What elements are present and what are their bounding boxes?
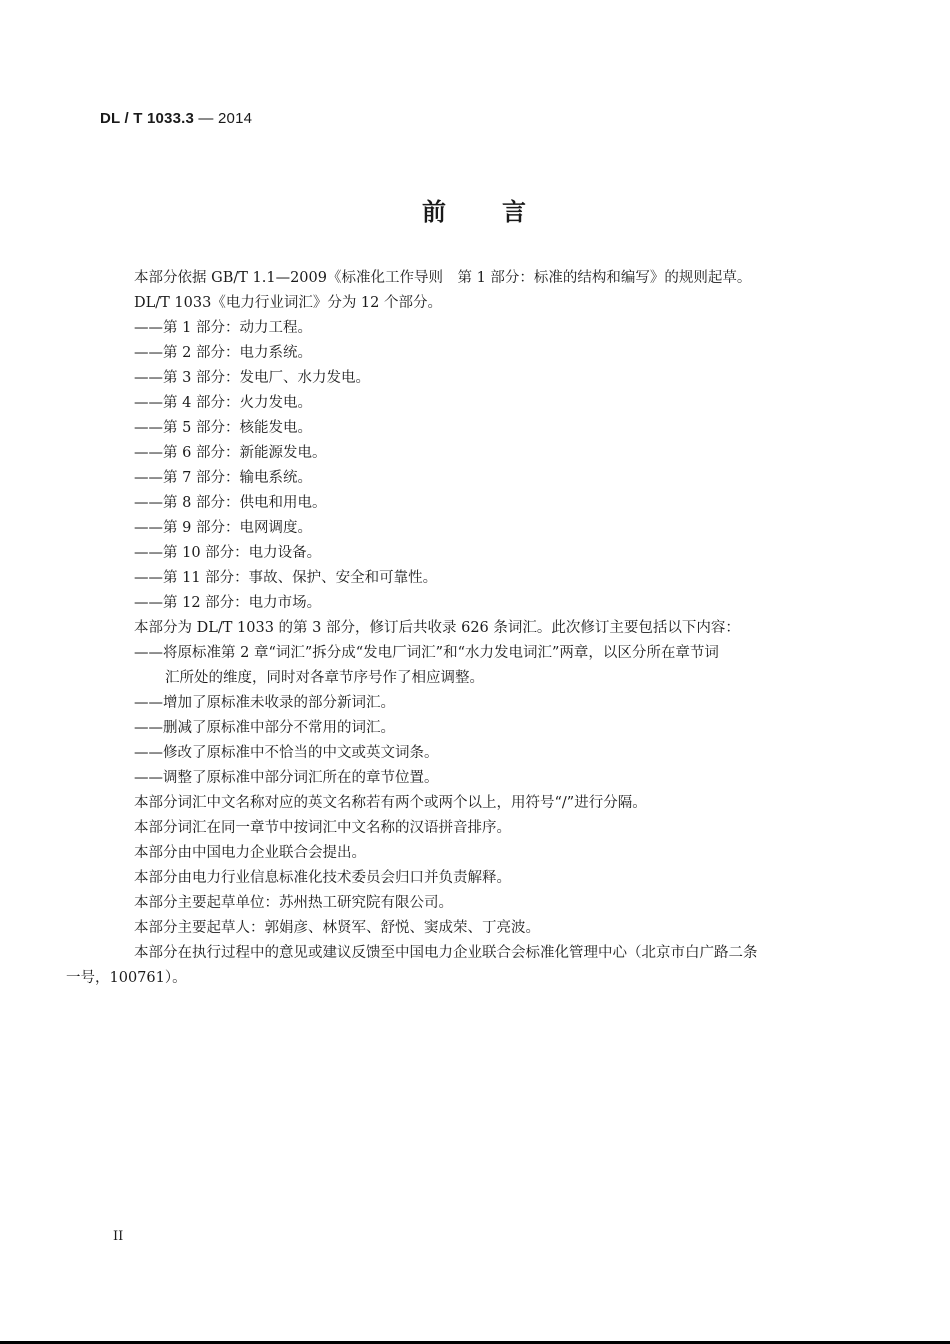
list-item-part-6: ——第 6 部分：新能源发电。 bbox=[134, 445, 327, 461]
paragraph-drafting-basis: 本部分依据 GB/T 1.1—2009《标准化工作导则 第 1 部分：标准的结构和编写》的规则起草。 bbox=[134, 270, 752, 286]
standard-code-header bbox=[100, 110, 252, 127]
list-item-part-7: ——第 7 部分：输电系统。 bbox=[134, 470, 312, 486]
paragraph-revision-summary: 本部分为 DL/T 1033 的第 3 部分，修订后共收录 626 条词汇。此次修订主要包括以下内容： bbox=[134, 620, 740, 636]
list-item-part-8: ——第 8 部分：供电和用电。 bbox=[134, 495, 327, 511]
change-1-line-2: 汇所处的维度，同时对各章节序号作了相应调整。 bbox=[165, 670, 484, 686]
list-item-change-5: ——调整了原标准中部分词汇所在的章节位置。 bbox=[134, 770, 439, 786]
list-item-change-3: ——删减了原标准中部分不常用的词汇。 bbox=[134, 720, 395, 736]
paragraph-sorting: 本部分词汇在同一章节中按词汇中文名称的汉语拼音排序。 bbox=[134, 820, 511, 836]
list-item-change-1 bbox=[100, 641, 860, 691]
list-item-part-11: ——第 11 部分：事故、保护、安全和可靠性。 bbox=[134, 570, 438, 586]
list-item-part-1: ——第 1 部分：动力工程。 bbox=[134, 320, 312, 336]
standard-year: — 2014 bbox=[194, 110, 253, 127]
paragraph-english-names: 本部分词汇中文名称对应的英文名称若有两个或两个以上，用符号“/”进行分隔。 bbox=[134, 795, 647, 811]
standard-code: DL / T 1033.3 bbox=[100, 110, 195, 127]
feedback-line-2: 一号，100761）。 bbox=[66, 970, 187, 986]
paragraph-drafting-unit: 本部分主要起草单位：苏州热工研究院有限公司。 bbox=[134, 895, 453, 911]
list-item-part-9: ——第 9 部分：电网调度。 bbox=[134, 520, 312, 536]
foreword-body bbox=[66, 266, 860, 991]
paragraph-drafters: 本部分主要起草人：郭娟彦、林贤军、舒悦、窦成荣、丁亮波。 bbox=[134, 920, 540, 936]
page-title bbox=[0, 192, 950, 227]
feedback-line-1: 本部分在执行过程中的意见或建议反馈至中国电力企业联合会标准化管理中心（北京市白广路二条 bbox=[134, 945, 758, 961]
list-item-part-5: ——第 5 部分：核能发电。 bbox=[134, 420, 312, 436]
paragraph-feedback bbox=[66, 941, 860, 991]
list-item-change-4: ——修改了原标准中不恰当的中文或英文词条。 bbox=[134, 745, 439, 761]
list-item-part-10: ——第 10 部分：电力设备。 bbox=[134, 545, 322, 561]
list-item-part-4: ——第 4 部分：火力发电。 bbox=[134, 395, 312, 411]
paragraph-proposer: 本部分由中国电力企业联合会提出。 bbox=[134, 845, 366, 861]
title-char-1: 前 bbox=[422, 198, 448, 226]
list-item-part-12: ——第 12 部分：电力市场。 bbox=[134, 595, 322, 611]
list-item-part-2: ——第 2 部分：电力系统。 bbox=[134, 345, 312, 361]
list-item-part-3: ——第 3 部分：发电厂、水力发电。 bbox=[134, 370, 370, 386]
change-1-line-1: ——将原标准第 2 章“词汇”拆分成“发电厂词汇”和“水力发电词汇”两章，以区分所在章节词 bbox=[134, 645, 719, 661]
page-number: II bbox=[113, 1229, 124, 1244]
list-item-change-2: ——增加了原标准未收录的部分新词汇。 bbox=[134, 695, 395, 711]
paragraph-series-parts: DL/T 1033《电力行业词汇》分为 12 个部分。 bbox=[134, 295, 442, 311]
title-char-2: 言 bbox=[502, 198, 528, 226]
paragraph-committee: 本部分由电力行业信息标准化技术委员会归口并负责解释。 bbox=[134, 870, 511, 886]
